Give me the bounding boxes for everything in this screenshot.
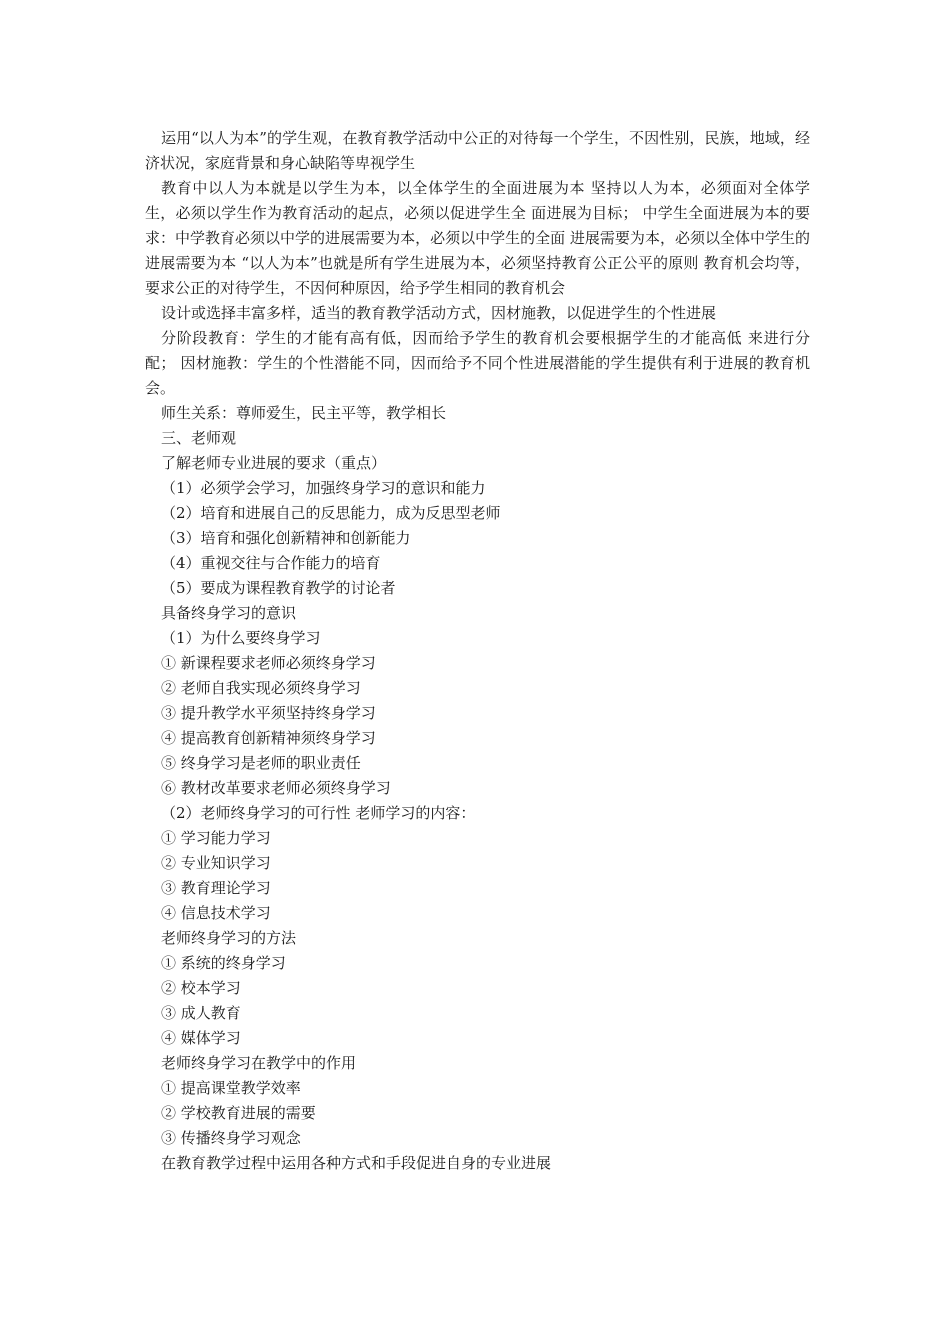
text-line: ③ 成人教育 xyxy=(161,1004,241,1022)
document-body xyxy=(145,126,810,1176)
text-line: （1）为什么要终身学习 xyxy=(161,629,321,647)
text-line: （3）培育和强化创新精神和创新能力 xyxy=(161,529,411,547)
text-line: （2）培育和进展自己的反思能力，成为反思型老师 xyxy=(161,504,501,522)
text-line: 在教育教学过程中运用各种方式和手段促进自身的专业进展 xyxy=(161,1154,552,1172)
text-line: ① 系统的终身学习 xyxy=(161,954,286,972)
text-line: ③ 教育理论学习 xyxy=(161,879,271,897)
text-line: （4）重视交往与合作能力的培育 xyxy=(161,554,381,572)
text-line: ① 学习能力学习 xyxy=(161,829,271,847)
text-line: ⑥ 教材改革要求老师必须终身学习 xyxy=(161,779,391,797)
text-line: ② 学校教育进展的需要 xyxy=(161,1104,316,1122)
text-line: 了解老师专业进展的要求（重点） xyxy=(161,454,387,472)
text-line: ④ 媒体学习 xyxy=(161,1029,241,1047)
text-line: 师生关系：尊师爱生，民主平等，教学相长 xyxy=(161,404,447,422)
text-line: 老师终身学习在教学中的作用 xyxy=(161,1054,357,1072)
paragraph: 设计或选择丰富多样，适当的教育教学活动方式，因材施教，以促进学生的个性进展 xyxy=(161,304,717,322)
text-line: （5）要成为课程教育教学的讨论者 xyxy=(161,579,396,597)
text-line: ② 校本学习 xyxy=(161,979,241,997)
text-line: ① 新课程要求老师必须终身学习 xyxy=(161,654,376,672)
text-line: 具备终身学习的意识 xyxy=(161,604,297,622)
text-line: ⑤ 终身学习是老师的职业责任 xyxy=(161,754,361,772)
text-line: ④ 信息技术学习 xyxy=(161,904,271,922)
paragraph: 运用“以人为本”的学生观，在教育教学活动中公正的对待每一个学生，不因性别，民族，地域，经济状况，家庭背景和身心缺陷等卑视学生 xyxy=(145,129,810,172)
text-line: （1）必须学会学习，加强终身学习的意识和能力 xyxy=(161,479,486,497)
text-line: （2）老师终身学习的可行性 老师学习的内容： xyxy=(161,804,476,822)
text-line: ③ 提升教学水平须坚持终身学习 xyxy=(161,704,376,722)
paragraph: 教育中以人为本就是以学生为本，以全体学生的全面进展为本 坚持以人为本，必须面对全体学生，必须以学生作为教育活动的起点，必须以促进学生全 面进展为目标； 中学生全面进展为本的要求：中学教育必须以中学的进展需要为本，必须以中学生的全面 进展需要为本，必须以全体中学生的进展需要为本 “以人为本”也就是所有学生进展为本，必须坚持教育公正公平的原则 教育机会均等，要求公正的对待学生，不因何种原因，给予学生相同的教育机会 xyxy=(145,179,810,297)
text-line: ③ 传播终身学习观念 xyxy=(161,1129,301,1147)
text-line: ① 提高课堂教学效率 xyxy=(161,1079,301,1097)
text-line: 老师终身学习的方法 xyxy=(161,929,297,947)
text-line: ② 专业知识学习 xyxy=(161,854,271,872)
text-line: ④ 提高教育创新精神须终身学习 xyxy=(161,729,376,747)
text-line: 三、老师观 xyxy=(161,429,237,447)
paragraph: 分阶段教育：学生的才能有高有低，因而给予学生的教育机会要根据学生的才能高低 来进行分配； 因材施教：学生的个性潜能不同，因而给予不同个性进展潜能的学生提供有利于进展的教育机会。 xyxy=(145,329,810,397)
text-line: ② 老师自我实现必须终身学习 xyxy=(161,679,361,697)
